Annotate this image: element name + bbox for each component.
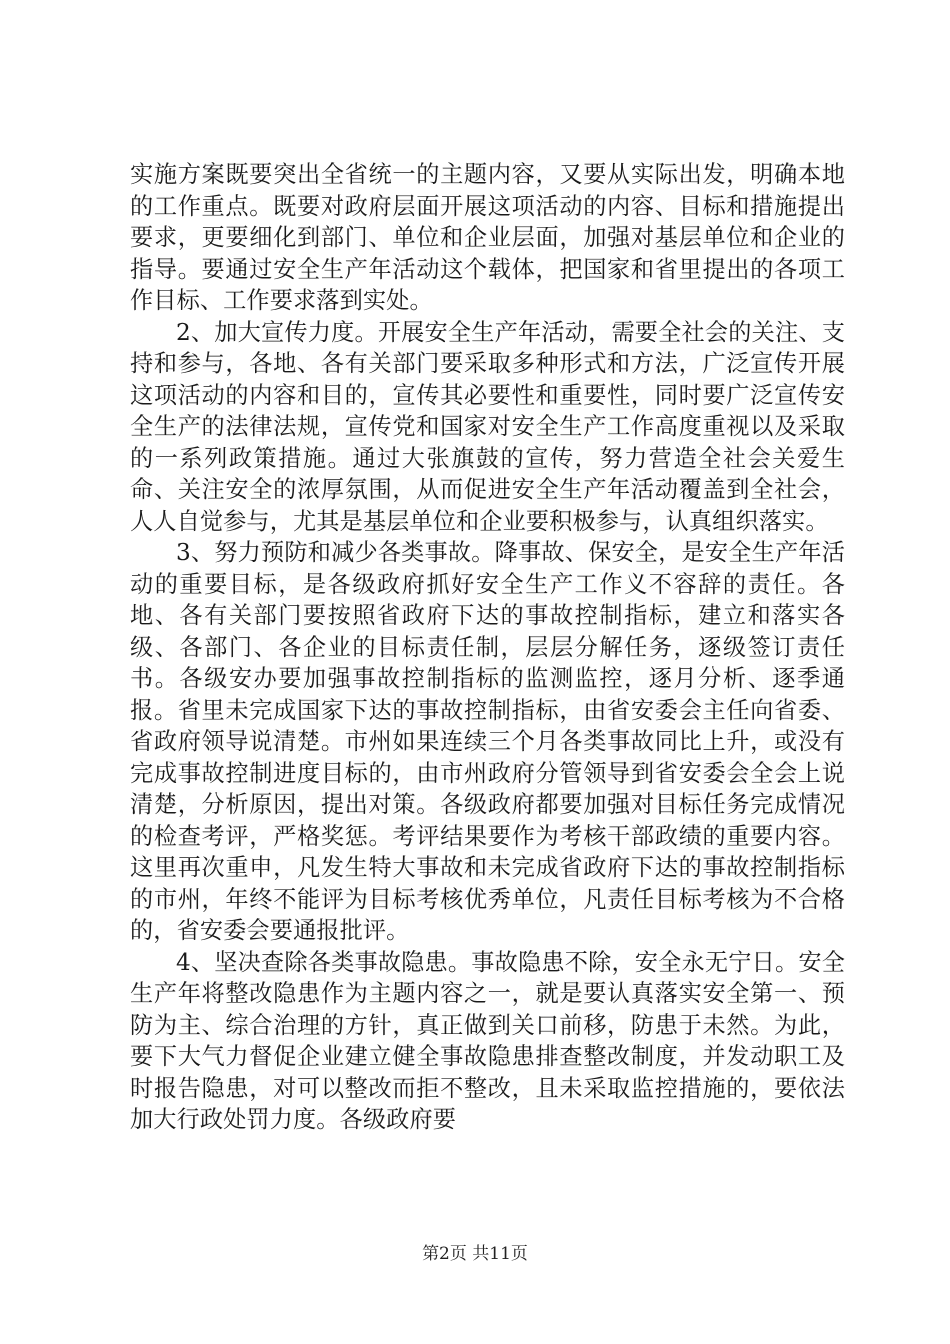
page-number-footer: 第2页 共11页 bbox=[422, 1244, 528, 1264]
paragraph-1: 实施方案既要突出全省统一的主题内容，又要从实际出发，明确本地的工作重点。既要对政府层面开展这项活动的内容、目标和措施提出要求，更要细化到部门、单位和企业层面，加强对基层单位和企业的指导。要通过安全生产年活动这个载体，把国家和省里提出的各项工作目标、工作要求落到实处。 bbox=[130, 161, 845, 314]
paragraph-3: 3、努力预防和减少各类事故。降事故、保安全，是安全生产年活动的重要目标，是各级政府抓好安全生产工作义不容辞的责任。各地、各有关部门要按照省政府下达的事故控制指标，建立和落实各级、各部门、各企业的目标责任制，层层分解任务，逐级签订责任书。各级安办要加强事故控制指标的监测监控，逐月分析、逐季通报。省里未完成国家下达的事故控制指标，由省安委会主任向省委、省政府领导说清楚。市州如果连续三个月各类事故同比上升，或没有完成事故控制进度目标的，由市州政府分管领导到省安委会全会上说清楚，分析原因，提出对策。各级政府都要加强对目标任务完成情况的检查考评，严格奖惩。考评结果要作为考核干部政绩的重要内容。这里再次重申，凡发生特大事故和未完成省政府下达的事故控制指标的市州，年终不能评为目标考核优秀单位，凡责任目标考核为不合格的，省安委会要通报批评。 bbox=[130, 539, 845, 944]
document-body bbox=[130, 159, 845, 1136]
paragraph-2: 2、加大宣传力度。开展安全生产年活动，需要全社会的关注、支持和参与，各地、各有关部门要采取多种形式和方法，广泛宣传开展这项活动的内容和目的，宣传其必要性和重要性，同时要广泛宣传安全生产的法律法规，宣传党和国家对安全生产工作高度重视以及采取的一系列政策措施。通过大张旗鼓的宣传，努力营造全社会关爱生命、关注安全的浓厚氛围，从而促进安全生产年活动覆盖到全社会，人人自觉参与，尤其是基层单位和企业要积极参与，认真组织落实。 bbox=[130, 318, 845, 535]
paragraph-4: 4、坚决查除各类事故隐患。事故隐患不除，安全永无宁日。安全生产年将整改隐患作为主题内容之一，就是要认真落实安全第一、预防为主、综合治理的方针，真正做到关口前移，防患于未然。为此，要下大气力督促企业建立健全事故隐患排查整改制度，并发动职工及时报告隐患，对可以整改而拒不整改，且未采取监控措施的，要依法加大行政处罚力度。各级政府要 bbox=[130, 948, 845, 1133]
